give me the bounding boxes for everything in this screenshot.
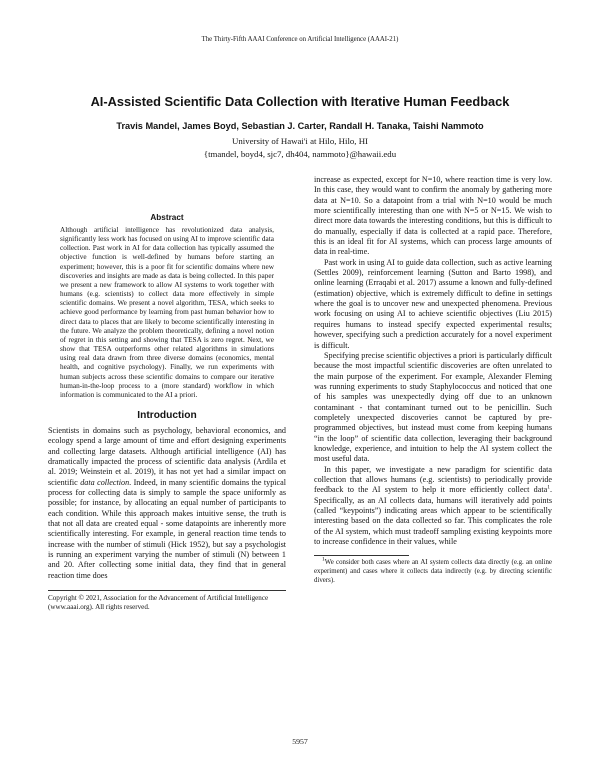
intro-emphasis: data collection: [80, 477, 130, 487]
conference-header: The Thirty-Fifth AAAI Conference on Artificial Intelligence (AAAI-21): [201, 36, 399, 43]
para4-text-part-2: . Specifically, as an AI collects data, humans will iteratively add points (called “keypoints”) indicating areas which appear to be scientifically interesting based on the data collected so far. This complicates the role of the AI system, which must tradeoff sampling existing keypoints more to increase confidence in their values, while: [314, 485, 552, 547]
paper-title: AI-Assisted Scientific Data Collection with Iterative Human Feedback: [90, 94, 510, 109]
introduction-heading: Introduction: [137, 409, 197, 421]
footnote: [314, 559, 552, 585]
intro-text-part-1: Scientists in domains such as psychology, behavioral economics, and ecology spend a large amount of time and effort designing experiments and collecting large datasets. Although artificial intelligence (AI) has dramatically impacted the process of scientific data analysis (Ardila et al. 2019; Weinstein et al. 2019), it has not yet had a similar impact on scientific: [48, 425, 286, 487]
intro-text-part-2: . Indeed, in many scientific domains the typical process for collecting data is simply to sample the space uniformly as possible; for instance, by allocating an equal number of participants to each condition. While this approach makes intuitive sense, the truth is that not all data are created equal - some datapoints are inherently more scientifically interesting. For example, in general reaction time tends to increase with the number of stimuli (Hick 1952), but say a psychologist is running an experiment varying the number of stimuli (N) between 1 and 20. After collecting some initial data, they find that in general reaction time does: [48, 477, 287, 580]
affiliation: University of Hawai'i at Hilo, Hilo, HI: [232, 136, 368, 146]
introduction-paragraph: [48, 426, 286, 581]
author-list: Travis Mandel, James Boyd, Sebastian J. Carter, Randall H. Tanaka, Taishi Nammoto: [116, 121, 484, 131]
para4-text-part-1: In this paper, we investigate a new paradigm for scientific data collection that allows humans (e.g. scientists) to periodically provide feedback to the AI system to help it more efficiently collect data: [314, 464, 552, 495]
right-paragraph-3: Specifying precise scientific objectives a priori is particularly difficult because the most impactful scientific discoveries are often unrelated to the main purpose of the experiment. For example, Alexander Fleming was running experiments to study Staphylococcus and noticed that one of his samples was unexpectedly dying off due to an unknown contaminant - that contaminant turned out to be penicillin. Such completely unexpected discoveries cannot be captured by pre-programmed objectives, but instead must come from keeping humans “in the loop” of scientific data collection, leveraging their background knowledge, experience, and intuition to help the AI system collect the most useful data.: [314, 350, 552, 464]
copyright-divider: [48, 590, 286, 591]
right-paragraph-2: Past work in using AI to guide data collection, such as active learning (Settles 2009), reinforcement learning (Sutton and Barto 1998), and online learning (Erraqabi et al. 2017) assume a known and fully-defined (estimation) objective, which is extremely difficult to define in settings where the goal is to uncover new and unexpected phenomena. Previous work focusing on using AI to achieve scientific objectives (Liu 2015) requires humans to instead specify expected experimental results; however, specifying such a prediction accurately for a novel experiment is difficult.: [314, 257, 552, 350]
right-column: [314, 175, 552, 586]
abstract-text: Although artificial intelligence has revolutionized data analysis, significantly less work has focused on using AI to improve scientific data collection. Past work in AI for data collection has typically assumed the objective function is well-defined by humans before starting an experiment; however, this is a poor fit for scientific domains where new discoveries and insights are made as data is being collected. In this paper we present a new framework to allow AI systems to work together with humans (e.g. scientists) to collect data more effectively in simple scientific domains. We present a novel algorithm, TESA, which seeks to achieve good performance by learning from past human behavior how to direct data to places that are likely to become scientifically interesting in the future. We analyze the problem theoretically, defining a novel notion of regret in this setting and showing that TESA is zero regret. Next, we show that TESA outperforms other related algorithms in simulations using real data drawn from three diverse domains (economics, mental health, and cognitive psychology). Finally, we run experiments with human subjects across these scientific domains to compare our iterative human-in-the-loop process to a (more standard) workflow in which information is communicated to the AI a priori.: [60, 226, 274, 399]
left-column: [48, 212, 286, 612]
right-paragraph-4: [314, 465, 552, 548]
right-paragraph-1: increase as expected, except for N=10, where reaction time is very low. In this case, they would want to confirm the anomaly by gathering more data at N=10. So a datapoint from a trial with N=10 would be much more scientifically interesting than one with N=5 or N=15. We wish to direct more data towards the interesting conditions, but this is difficult to do manually, especially if data is collected at a rapid pace. Therefore, this is an ideal fit for AI systems, which can process large amounts of data in real-time.: [314, 175, 552, 257]
page-number: 5957: [292, 737, 308, 746]
footnote-reference: 1: [547, 484, 550, 491]
abstract-heading: Abstract: [150, 213, 184, 222]
copyright-notice: Copyright © 2021, Association for the Advancement of Artificial Intelligence (www.aaai.org). All rights reserved.: [48, 594, 269, 612]
footnote-text: We consider both cases where an AI system collects data directly (e.g. an online experiment) and cases where it collects data indirectly (e.g. by directing scientific divers).: [314, 559, 552, 584]
footnote-divider: [314, 555, 409, 556]
footnote-mark: 1: [322, 557, 325, 564]
author-emails: {tmandel, boyd4, sjc7, dh404, nammoto}@hawaii.edu: [203, 149, 397, 159]
